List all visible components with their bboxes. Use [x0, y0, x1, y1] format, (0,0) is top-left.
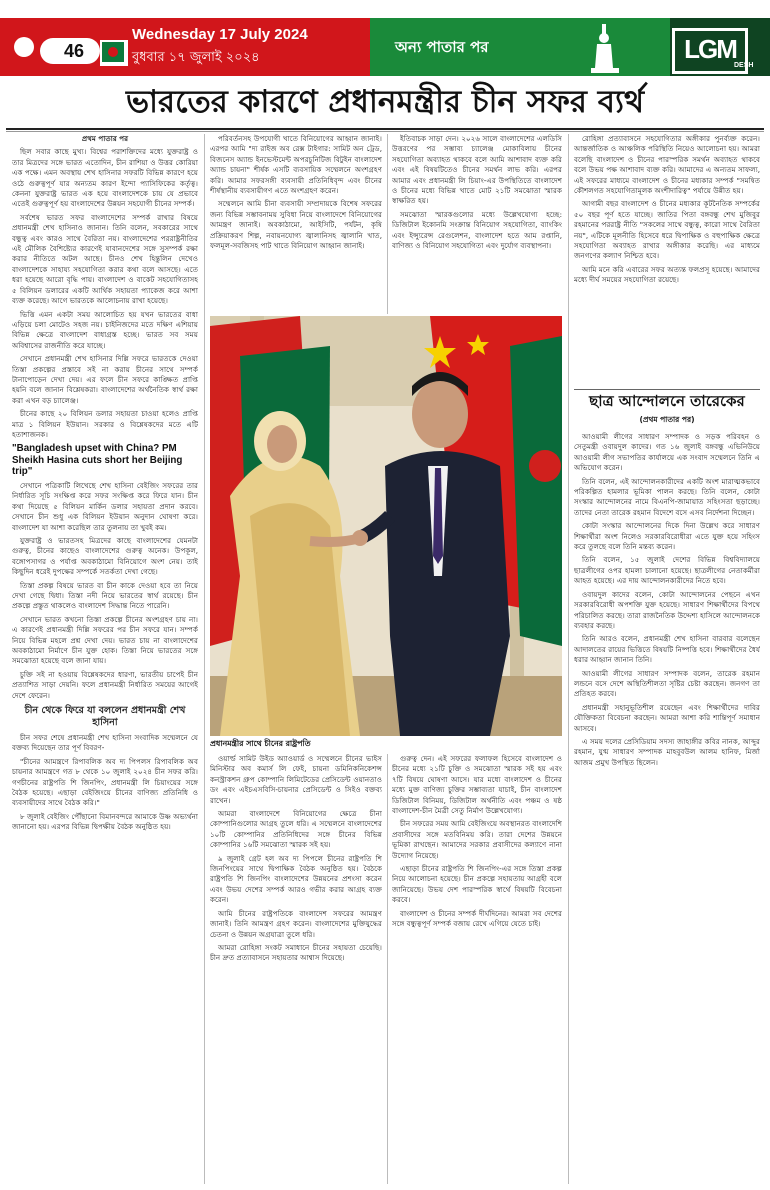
column-heading: চীন থেকে ফিরে যা বললেন প্রধানমন্ত্রী শেখ হাসিনা — [24, 705, 186, 728]
second-story-headline: ছাত্র আন্দোলনে তারেকের — [589, 392, 745, 410]
second-story-subhead: (প্রথম পাতার পর) — [639, 415, 695, 424]
paragraph: আওয়ামী লীগের সাধারণ সম্পাদক ও সড়ক পরিবহন ও সেতুমন্ত্রী ওবায়দুল কাদের। গত ১৬ জুলাই বঙ্গবন্ধু এভিনিউয়ে আওয়ামী লীগ সভাপতির কার্যালয়ে এক সংবাদ সম্মেলনে তিনি এ অভিযোগ করেন। — [574, 432, 760, 473]
english-quote-heading: "Bangladesh upset with China? PM Sheikh Hasina cuts short her Beijing trip" — [12, 443, 183, 478]
article-column-2-lower — [210, 754, 382, 1184]
column-divider — [204, 134, 205, 1184]
paragraph: ইতিবাচক সাড়া দেন। ২০২৬ সালে বাংলাদেশের এলডিসি উত্তরণের পর সম্ভাব্য চ্যালেঞ্জ মোকাবিলায় চীনের সহযোগিতা অব্যাহত থাকবে বলে আমি আশাবাদ ব্যক্ত করি এবং এই বিষয়টিতেও চীনের সমর্থন লাভ করি। এরপর আমার এবং প্রধানমন্ত্রী লি চিয়াং-এর উপস্থিতিতে বাংলাদেশ ও চীনের মধ্যে বিভিন্ন খাতে মোট ২১টি সমঝোতা স্মারক স্বাক্ষরিত হয়। — [392, 134, 562, 206]
bangladesh-flag-icon — [100, 40, 128, 66]
article-column-2 — [210, 134, 382, 314]
page-number: 46 — [40, 38, 100, 64]
paragraph: কোটা সংস্কার আন্দোলনের দিকে দিনা উল্লেখ করে সাধারণ শিক্ষার্থীরা অংশ নিলেও সরকারবিরোধীরা এতে যুক্ত হয়ে সহিংস করে তুলছে বলে তিনি মন্তব্য করেন। — [574, 521, 760, 552]
date-english: Wednesday 17 July 2024 — [132, 26, 308, 43]
paragraph: বাংলাদেশ ও চীনের সম্পর্ক দীর্ঘদিনের। আমরা সব দেশের সঙ্গে বন্ধুত্বপূর্ণ সম্পর্ক বজায় রেখে এগিয়ে যেতে চাই। — [392, 908, 562, 929]
paragraph: সর্বশেষ ভারত সফর বাংলাদেশের সম্পর্ক রাখার বিষয়ে প্রধানমন্ত্রী শেখ হাসিনাও জানান। তিনি বলেন, সবকারের সাথে বন্ধুত্ব এবং কারও সাথে বৈরিতা নয়। বাংলাদেশের পররাষ্ট্রনীতির এই মৌলিক বৈশিষ্ট্যের কারণেই যাবানদেশের সঙ্গে সুসম্পর্ক রক্ষা করার নীতিতে অটল আছে। চীনও শেখ হিন্তুলিন দেখেও বাংলাদেশকে সাহায্য সহযোগিতা করার কথা বলে আসছে। এতে ধরা হয়েছে আরো বৃদ্ধি পায়। বাংলাদেশ ও বাকেট সহযোগিতাসহ ৫ বিলিয়ন ডলারের একটি আর্থিক সহায়তা প্যাকেজ করে আশা ব্যক্ত করেছে। আগে ভারতকে আলোচনায় রাখা হয়েছে। — [12, 212, 198, 306]
column-divider — [387, 134, 388, 314]
newspaper-logo: LGM — [672, 28, 748, 74]
photo-caption: প্রধানমন্ত্রীর সাথে চীনের রাষ্ট্রপতি — [210, 739, 311, 748]
section-label: অন্য পাতার পর — [395, 38, 489, 56]
paragraph: আমরা রোহিঙ্গা সংকট সমাধানে চীনের সহায়তা চেয়েছি। চীন দ্রুত প্রত্যাবাসনে সহায়তার আশ্বাস দিয়েছে। — [210, 942, 382, 963]
paragraph: সম্মেলনে আমি চীনা ব্যবসায়ী সম্প্রদায়কে বিশেষ সফরের জন্য বিভিন্ন সম্ভাবনাময় সুবিধা নিয়ে বাংলাদেশে বিনিয়োগের আমন্ত্রণ জানাই। অবকাঠামো, আইসিটি, পর্যটন, কৃষি প্রক্রিয়াকরণ শিল্প, নবায়নযোগ্য জ্বালানিসহ জ্বালানি খাত, ফলমূল-সবজিসহ পাট খাতে বিনিয়োগ আহ্বান জানাই। — [210, 199, 382, 251]
paragraph: সমঝোতা স্মারকগুলোর মধ্যে উল্লেখযোগ্য হচ্ছে: ডিজিটাল ইকোনমি সংক্রান্ত বিনিয়োগ সহযোগিতা, ব্যাংকিং এবং ইন্স্যুরেন্স রেগুলেশন, বাংলাদেশ হতে আম রপ্তানি, বাণিজ্য ও বিনিয়োগ সহযোগিতা এবং দুর্যোগ ব্যবস্থাপনা। — [392, 209, 562, 251]
paragraph: আমি চীনের রাষ্ট্রপতিকে বাংলাদেশ সফরের আমন্ত্রণ জানাই। তিনি আমন্ত্রণ গ্রহণ করেন। বাংলাদেশের মুক্তিযুদ্ধের চেতনা ও উন্নয়ন অগ্রযাত্রা তুলে ধরি। — [210, 908, 382, 939]
headline-rule — [6, 128, 764, 130]
paragraph: চীন সফরের সময় আমি বেইজিংয়ে অবস্থানরত বাংলাদেশি প্রবাসীদের সঙ্গে মতবিনিময় করি। তারা দেশের উন্নয়নে ভূমিকা রাখছেন। আমাদের সরকার প্রবাসীদের কল্যাণে নানা উদ্যোগ নিয়েছে। — [392, 819, 562, 860]
paragraph: তিস্তা প্রকল্প বিষয়ে ভারত বা চীন কাকে দেওয়া হবে তা নিয়ে দেখা গেছে দ্বিধা। তিস্তা নদী নিয়ে ভারতের স্বার্থ রয়েছে। চীন প্রকল্পে প্রস্তুত থাকলেও বাংলাদেশ সিদ্ধান্ত নিতে পারেনি। — [12, 580, 198, 611]
newspaper-logo-sub: DESH — [734, 62, 754, 69]
paragraph: যুক্তরাষ্ট্র ও ভারতসহ মিত্রদের কাছে বাংলাদেশের যেমনটা গুরুত্ব, চীনের কাছেও বাংলাদেশের গুরুত্ব অনেক। উপকূল, বঙ্গোপসাগর ও পর্যাপ্ত অবকাঠামো বিনিয়োগে অংশ নেয়। তাই কিছুদিন ধরেই দুপক্ষের সম্পর্কে সতর্কতা দেখা গেছে। — [12, 535, 198, 577]
paragraph: সেখানে পত্রিকাটি লিখেছে শেখ হাসিনা বেইজিং সফরের তার নির্ধারিত সূচি সংক্ষিপ্ত করে সফর সংক্ষিপ্ত করে ফিরে যান। চীন কথা দিয়েছে ৫ বিলিয়ন মার্কিন ডলার সহায়তা প্রদান করবে। সেখানে চীন শুধু এক বিলিয়ন ইউয়ান অনুদান ঘোষণা করে। বাংলাদেশ যা আশা করেছিল তার তুলনায় তা খুবই কম। — [12, 480, 198, 532]
paragraph: ৯ জুলাই গ্রেট হল অব দ্য পিপলে চীনের রাষ্ট্রপতি শি জিনপিংয়ের সাথে দ্বিপাক্ষিক বৈঠক অনুষ্ঠিত হয়। বৈঠকে রাষ্ট্রপতি শি জিনপিং বাংলাদেশের উন্নয়নের প্রশংসা করেন এবং উভয় দেশের সম্পর্ক আরও গভীর করার আগ্রহ ব্যক্ত করেন। — [210, 853, 382, 905]
paragraph: তিনি আরও বলেন, প্রধানমন্ত্রী শেখ হাসিনা বারবার বলেছেন আদালতের রায়ের ভিত্তিতে বিষয়টি নিষ্পত্তি হবে। শিক্ষার্থীদের ধৈর্য ধরার আহ্বান জানান তিনি। — [574, 634, 760, 665]
paragraph: তিনি বলেন, এই আন্দোলনকারীদের একটি অংশ মারাত্মকভাবে পরিকল্পিত হামলার ভূমিকা পালন করছে। তিনি বলেন, কোটা সংস্কার আন্দোলনের নামে বিএনপি-জামায়াত সহিংসতা ছড়াচ্ছে। তাদের নেতা তারেক রহমান বিদেশে বসে এসব নির্দেশনা দিচ্ছেন। — [574, 476, 760, 517]
paragraph: আমরা বাংলাদেশে বিনিয়োগের ক্ষেত্রে চীনা কোম্পানিগুলোর আগ্রহ তুলে ধরি। এ সম্মেলনে বাংলাদেশের ১০টি কোম্পানির প্রতিনিধিদের সঙ্গে চীনের বিভিন্ন কোম্পানির ১৬টি সমঝোতা স্মারক সই হয়। — [210, 809, 382, 850]
paragraph: ওয়ার্ল্ড সামিট উইড অ্যাওয়ার্ড ও সম্মেলনে চীনের ভাইস মিনিস্টার অব কমার্স লি ফেই, চায়না ডমিনিকনিকেশন্স কনস্ট্রাকশন গ্রুপ কোম্পানি লিমিটেডের প্রেসিডেন্ট ওয়ানতাও ডং এবং এইচএসবিসি-চায়নার প্রেসিডেন্ট ও সিইও বক্তব্য রাখেন। — [210, 754, 382, 805]
paragraph: আমি মনে করি এবারের সফর অত্যন্ত ফলপ্রসূ হয়েছে। আমাদের মধ্যে দীর্ঘ সময়ের সহযোগিতা রয়েছে। — [574, 264, 760, 285]
article-column-3-lower — [392, 754, 562, 1184]
paragraph: ছিল সবার কাছে মুখ্য। বিশ্বের পরাশক্তিদের মধ্যে যুক্তরাষ্ট্র ও তার মিত্রদের সঙ্গে ভারত এতোদিন, চীন রাশিয়া ও উত্তর কোরিয়া এক পক্ষে। এমন অবস্থায় শেখ হাসিনার সফরটি বিভিন্ন কারণে হয়ে ওঠে গুরুত্বপূর্ণ যার অন্যতম কারণ ইন্দো প্যাসিফিকের কর্তৃত্ব। কেননা যুক্তরাষ্ট্র ভারত এক হয়ে বাংলাদেশকে চায় যে প্রভাবে এতেই গুরুত্বপূর্ণ হয় বাংলাদেশের উন্নয়ন সহযোগী চীনের সম্পর্ক। — [12, 147, 198, 209]
paragraph: সেখানে প্রধানমন্ত্রী শেখ হাসিনার দিল্লি সফরে ভারতকে দেওয়া তিস্তা প্রকল্পের প্রস্তাবে সই না করায় চীনের সাথে সম্পর্ক টানাপোড়েন দেখা দেয়। এর ফলে চীন সফরে কাঙ্ক্ষিত প্রাপ্তি হয়নি বলে জানান বিশ্লেষকরা। বাংলাদেশের অর্থনৈতিক স্বার্থ রক্ষা করা এখন বড় চ্যালেঞ্জ। — [12, 354, 198, 405]
second-story-column — [574, 432, 760, 1184]
paragraph: চুক্তি সই না হওয়ায় বিশ্লেষকদের ধারণা, ভারতীয় চাপেই চীন প্রত্যাশিত সাড়া দেয়নি। ফলে প্রধানমন্ত্রী নির্ধারিত সময়ের আগেই দেশে ফেরেন। — [12, 669, 198, 700]
column-subhead: প্রথম পাতার পর — [81, 134, 129, 143]
paragraph: "চীনের আমন্ত্রণে রিপাবলিক অব দ্য পিপলস রিপাবলিক অব চায়নার আমন্ত্রণে গত ৮ থেকে ১০ জুলাই ২০২৪ চীন সফর করি। গণচীনের রাষ্ট্রপতি শি জিনপিং, প্রধানমন্ত্রী লি চিয়াংয়ের সঙ্গে বৈঠক হয়েছে। এছাড়া বেইজিংয়ে চীনের বাণিজ্য প্রতিনিধি ও ব্যবসায়ীদের সাথে বৈঠক করি।" — [12, 756, 198, 808]
paragraph: ৮ জুলাই বেইজিং পৌঁছানো বিমানবন্দরে আমাকে উষ্ণ অভ্যর্থনা জানানো হয়। এরপর বিভিন্ন দ্বিপক্ষীয় বৈঠক অনুষ্ঠিত হয়। — [12, 811, 198, 832]
header-dot — [14, 37, 34, 57]
paragraph: রোহিঙ্গা প্রত্যাবাসনে সহযোগিতার অঙ্গীকার পুনর্ব্যক্ত করেন। আন্তর্জাতিক ও আঞ্চলিক পরিস্থিতি নিয়েও আলোচনা হয়। আমরা বলেছি বাংলাদেশ ও চীনের পারস্পরিক সমর্থন অব্যাহত থাকবে বলে উভয় পক্ষ আশাবাদ ব্যক্ত করি। আমাদের এ অন্যতম সাফল্য, এই সফরের মাধ্যমে বাংলাদেশ ও চীনের মধ্যকার সম্পর্ক "সমন্বিত কৌশলগত সহযোগিতামূলক অংশীদারিত্ব" পর্যায়ে উন্নীত হয়। — [574, 134, 760, 196]
paragraph: আগামী বছর বাংলাদেশ ও চীনের মধ্যকার কূটনৈতিক সম্পর্কের ৫০ বছর পূর্ণ হতে যাচ্ছে। জাতির পিতা বঙ্গবন্ধু শেখ মুজিবুর রহমানের পররাষ্ট্র নীতি "সকলের সাথে বন্ধুত্ব, কারো সাথে বৈরিতা নয়", এটিকে মূলনীতি হিসেবে ধরে দ্বিপাক্ষিক ও বহুপাক্ষিক ক্ষেত্রে সহযোগিতা অব্যাহত রাখার অঙ্গীকার করেছি। এর মাধ্যমে জনগণের কল্যাণ নিশ্চিত হবে। — [574, 199, 760, 261]
paragraph: এ সময় দলের প্রেসিডিয়াম সদস্য জাহাঙ্গীর কবির নানক, আব্দুর রহমান, যুগ্ম সাধারণ সম্পাদক মাহবুবউল আলম হানিফ, মির্জা আজম প্রমুখ উপস্থিত ছিলেন। — [574, 736, 760, 767]
second-story-header — [574, 390, 760, 430]
paragraph: সেখানে ভারত কখনো তিস্তা প্রকল্পে চীনের অংশগ্রহণ চায় না। এ কারণেই প্রধানমন্ত্রী দিল্লি সফরের পর চীন সফরে যান। সম্পর্ক নিয়ে বিভিন্ন মহলে প্রশ্ন দেখা দেয়। ভারত চায় না বাংলাদেশের অবকাঠামো নির্মাণে চীন যুক্ত হোক। তিস্তা নিয়ে ভারতের সঙ্গে সমঝোতা হয়েছে বলে জানা যায়। — [12, 614, 198, 666]
article-column-4 — [574, 134, 760, 390]
statue-of-liberty-icon — [585, 22, 625, 74]
paragraph: প্রধানমন্ত্রী সহানুভূতিশীল রয়েছেন এবং শিক্ষার্থীদের দাবির যৌক্তিকতা বিবেচনা করছেন। আমরা আশা করি শান্তিপূর্ণ সমাধান আসবে। — [574, 702, 760, 733]
photo-leaders-handshake — [210, 316, 562, 736]
paragraph: চীনের কাছে ২০ বিলিয়ন ডলার সহায়তা চাওয়া হলেও প্রাপ্তি মাত্র ১ বিলিয়ন ইউয়ান। সরকার ও বিশ্লেষকদের মতে এটি হতাশাজনক। — [12, 409, 198, 439]
paragraph: এছাড়া চীনের রাষ্ট্রপতি শি জিনপিং-এর সঙ্গে তিস্তা প্রকল্প নিয়ে আলোচনা হয়েছে। চীন প্রকল্পে সহায়তায় আগ্রহী বলে জানিয়েছে। উভয় দেশ পারস্পরিক স্বার্থে বিষয়টি বিবেচনা করবে। — [392, 864, 562, 905]
headline-rule-thin — [6, 131, 764, 132]
paragraph: গুরুত্ব দেন। এই সফরের ফলাফল হিসেবে বাংলাদেশ ও চীনের মধ্যে ২১টি চুক্তি ও সমঝোতা স্মারক সই হয় এবং ৭টি বিষয়ে ঘোষণা আসে। যার মধ্যে বাংলাদেশ ও চীনের মধ্যে মুক্ত বাণিজ্য চুক্তির সম্ভাব্যতা যাচাই, চীন বাংলাদেশ ডিজিটাল বিনিময়, ডিজিটাল অর্থনীতি এবং পঞ্চম ও ষষ্ঠ বাংলাদেশ-চীন মৈত্রী সেতু নির্মাণ উল্লেখযোগ্য। — [392, 754, 562, 816]
article-column-3 — [392, 134, 562, 314]
column-divider — [387, 754, 388, 1184]
paragraph: ওবায়দুল কাদের বলেন, কোটা আন্দোলনের পেছনে এখন সরকারবিরোধী অপশক্তি যুক্ত হয়েছে। সাধারণ শিক্ষার্থীদের বিপথে পরিচালিত করছে। তারা রাজনৈতিক উদ্দেশ্য হাসিলে আন্দোলনকে ব্যবহার করছে। — [574, 589, 760, 630]
column-divider — [568, 134, 569, 1184]
paragraph: পরিবর্তনসহ উপযোগী খাতে বিনিয়োগের আহ্বান জানাই। এরপর আমি "দ্য রাইজ অব রেক্স টাইগার: সামিট অন ট্রেড, বিজনেস অ্যান্ড ইনভেস্টমেন্ট অপরচুনিটিজ বিটুইন বাংলাদেশ অ্যান্ড চায়না" শীর্ষক এসটি ব্যবসায়িক সম্মেলনে অংশগ্রহণ করি। আমার সফরসঙ্গী ব্যবসায়ী প্রতিনিধিবৃন্দ এবং চীনের শীর্ষস্থানীয় ব্যবসায়ীগণ এতে অংশগ্রহণ করেন। — [210, 134, 382, 196]
date-bangla: বুধবার ১৭ জুলাই ২০২৪ — [132, 50, 260, 65]
article-column-1 — [12, 134, 198, 1184]
paragraph: চীন সফর শেষে প্রধানমন্ত্রী শেখ হাসিনা সংবাদিক সম্মেলনে যে বক্তব্য দিয়েছেন তার পূর্ণ বিবরণ- — [12, 733, 198, 753]
paragraph: আওয়ামী লীগের সাধারণ সম্পাদক বলেন, তারেক রহমান লন্ডনে বসে দেশে অস্থিতিশীলতা সৃষ্টির চেষ্টা করছেন। জনগণ তা প্রতিহত করবে। — [574, 668, 760, 699]
paragraph: ভিত্তি এমন একটা সময় আলোচিত হয় যখন ভারতের বাধা এড়িয়ে চলা মোটেও সহজ নয়। চাইনিজদের মতে দক্ষিণ এশিয়ায় বিভিন্ন ক্ষেত্রে বাংলাদেশ বাধাগ্রস্ত হচ্ছে। ভারত সব সময় অবিশ্বাসের রাজনীতি করে যাচ্ছে। — [12, 309, 198, 350]
page-headline: ভারতের কারণে প্রধানমন্ত্রীর চীন সফর ব্যর্থ — [125, 84, 645, 120]
paragraph: তিনি বলেন, ১৫ জুলাই দেশের বিভিন্ন বিশ্ববিদ্যালয়ে ছাত্রলীগের ওপর হামলা চালানো হয়েছে। ছাত্রলীগের নেতাকর্মীরা আহত হয়েছে। এর দায় আন্দোলনকারীদের নিতে হবে। — [574, 555, 760, 586]
